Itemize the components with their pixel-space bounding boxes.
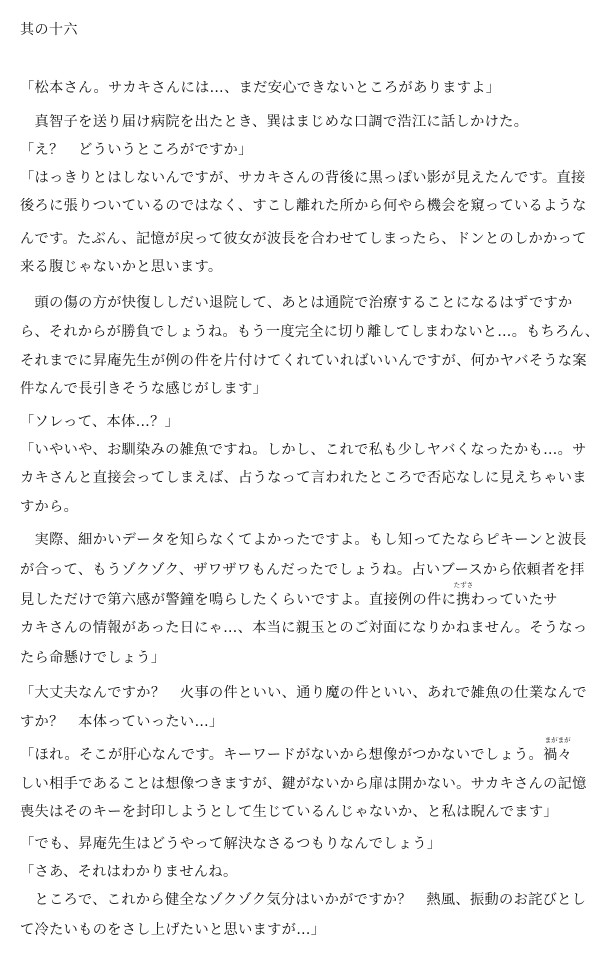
text-line: 喪失はそのキーを封印しようとして生じているんじゃないか、と私は睨んでます」: [20, 804, 558, 820]
text-segment: し: [20, 776, 35, 792]
text-line-with-ruby: [20, 736, 573, 765]
chapter-title: 其の十六: [20, 22, 78, 38]
text-line-with-ruby: [20, 581, 558, 610]
text-line: 「いやいや、お馴染みの雑魚ですね。しかし、これで私も少しヤバくなったかも…。サ: [20, 442, 587, 458]
ruby-word-magamaga: [543, 736, 573, 765]
text-line: 「松本さん。サカキさんには…、まだ安心できないところがありますよ」: [20, 80, 501, 96]
text-line: 「でも、昇庵先生はどうやって解決なさるつもりなんでしょう」: [20, 836, 442, 852]
text-line: ら、それからが勝負でしょうね。もう一度完全に切り離してしまわないと…。もちろん、: [20, 324, 600, 340]
text-line: 「え？ どういうところがですか」: [20, 142, 253, 158]
text-segment: 見しただけで第六感が警鐘を鳴らしたくらいですよ。直接例の件に: [20, 592, 457, 608]
text-segment: 「ほれ。そこが肝心なんです。キーワードがないから想像がつかないでしょう。: [20, 747, 544, 763]
text-line: 頭の傷の方が快復ししだい退院して、あとは通院で治療することになるはずですか: [20, 295, 573, 311]
text-line: 「ソレって、本体…？」: [20, 414, 180, 430]
text-line: 「はっきりとはしないんですが、サカキさんの背後に黒っぽい影が見えたんです。直接: [20, 170, 586, 186]
text-line: んです。たぶん、記憶が戻って彼女が波長を合わせてしまったら、ドンとのしかかって: [20, 231, 587, 247]
text-line: 「大丈夫なんですか？ 火事の件といい、通り魔の件といい、あれで雑魚の仕業なんで: [20, 685, 587, 701]
text-line: 真智子を送り届け病院を出たとき、巽はまじめな口調で浩江に話しかけた。: [20, 114, 529, 130]
text-line: 「さあ、それはわかりませんね。: [20, 864, 238, 880]
text-line: すから。: [20, 499, 79, 515]
text-line: 件なんで長引きそうな感じがします」: [20, 381, 268, 397]
text-line: ところで、これから健全なゾクゾク気分はいかがですか？ 熱風、振動のお詫びとし: [20, 892, 587, 908]
text-segment: い相手であることは想像つきますが、鍵がないから扉は開かない。サカキさんの記憶: [34, 776, 587, 792]
text-line: すか？ 本体っていったい…」: [20, 714, 224, 730]
text-line: 後ろに張りついているのではなく、すこし離れた所から何やら機会を窺っているような: [20, 198, 587, 214]
text-line: カキさんの情報があった日にゃ…、本当に親玉とのご対面になりかねません。そうなっ: [20, 620, 588, 636]
ruby-base-text: 禍々: [543, 747, 573, 763]
text-segment: わっていたサ: [470, 592, 558, 608]
text-line: て冷たいものをさし上げたいと思いますが…」: [20, 922, 326, 938]
text-line: たら命懸けでしょう」: [20, 650, 166, 666]
ruby-reading: まがまが: [544, 736, 571, 744]
ruby-word-tazusa: [453, 581, 474, 610]
text-line: 来る腹じゃないかと思います。: [20, 259, 223, 275]
text-line: それまでに昇庵先生が例の件を片付けてくれていればいいんですが、何かヤバそうな案: [20, 353, 587, 369]
text-line-with-segments: [20, 774, 587, 794]
text-line: が合って、もうゾクゾク、ザワザワもんだったでしょうね。占いブースから依頼者を拝: [20, 562, 585, 578]
ruby-reading: たずさ: [453, 581, 474, 589]
text-line: カキさんと直接会ってしまえば、占うなって言われたところで否応なしに見えちゃいま: [20, 470, 587, 486]
ruby-base-text: 携: [456, 592, 471, 608]
text-line: 実際、細かいデータを知らなくてよかったですよ。もし知ってたならピキーンと波長: [20, 532, 587, 548]
